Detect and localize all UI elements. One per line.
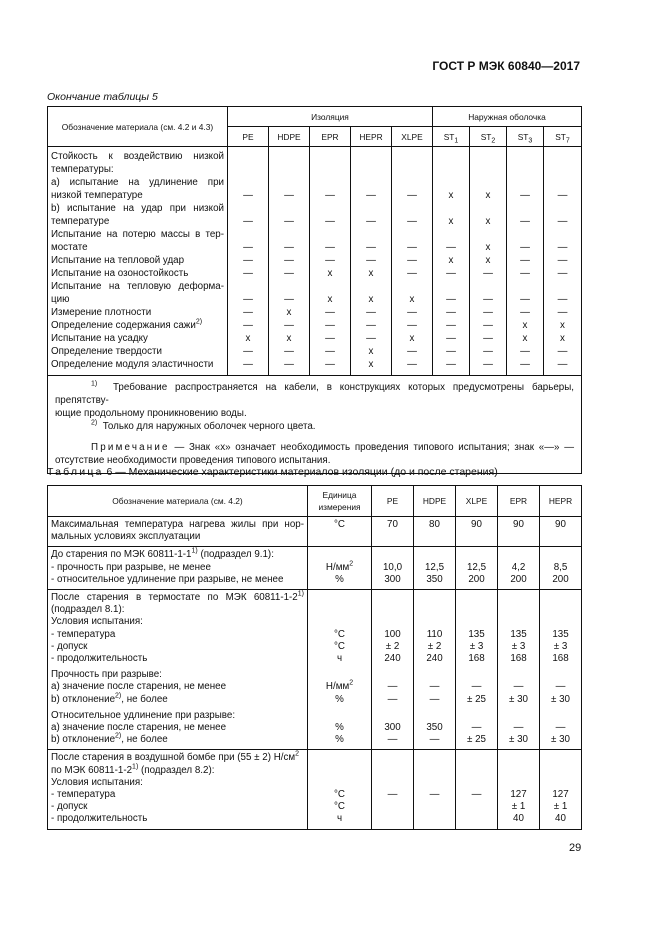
t5-cell: x xyxy=(310,267,351,280)
t6-row-oven-ageing: После старения в термостате по МЭК 60811-1-2$^{1)}$ (подраздел 8.1): Условия испытания: - температура - допуск - продолжительность Прочность при разрыве: а) значение после старения, не менее b) отклонение$^{2)}$, не более Относительное удлинение при разрыве: а) значение после старения, не менее b) отклонение$^{2)}$, не более °C °C ч $Н/мм^2$ % % % 100 ± 2 240 — — 300 — 110 ± 2 240 — — 350 — 135 ± 3 168 — ± 25 — ± 25 135 ± 3 168 — ± 30 — ± 30 135 ± 3 168 — ± 30 — ± 30 xyxy=(48,590,582,750)
t5-cell xyxy=(392,280,433,293)
t5-cell: — xyxy=(351,241,392,254)
t5-cell xyxy=(269,176,310,189)
t5-cell: — xyxy=(507,215,544,228)
t6-bomb-values: 127 ± 1 40 xyxy=(540,750,582,829)
t5-cell: — xyxy=(433,306,470,319)
t5-cell xyxy=(470,202,507,215)
t5-cell: — xyxy=(507,293,544,306)
t5-cell: — xyxy=(351,215,392,228)
t5-cell xyxy=(544,176,582,189)
t5-cell: — xyxy=(544,215,582,228)
table5-caption: Окончание таблицы 5 xyxy=(47,91,158,103)
t5-row xyxy=(48,176,582,189)
t5-cell: — xyxy=(310,241,351,254)
t5-cell: — xyxy=(544,241,582,254)
t5-row-label: a) испытание на удлинение при xyxy=(48,176,228,189)
t5-cell: — xyxy=(470,319,507,332)
t5-col-header-st: $ST_2$ xyxy=(470,127,507,147)
t5-cell: — xyxy=(433,267,470,280)
t5-row xyxy=(48,189,582,202)
t5-cell xyxy=(351,176,392,189)
t6-bomb-values: — xyxy=(456,750,498,829)
t6-bomb-values: — xyxy=(414,750,456,829)
t5-row xyxy=(48,306,582,319)
t5-cell: — xyxy=(544,358,582,371)
t5-cell: — xyxy=(470,332,507,345)
t5-row-label: температуры: xyxy=(48,163,228,176)
t5-row xyxy=(48,267,582,280)
t5-cell: — xyxy=(392,254,433,267)
t5-row-label: Определение содержания сажи$^{2)}$ xyxy=(48,319,228,332)
t5-cell: — xyxy=(269,358,310,371)
t5-cell: — xyxy=(392,319,433,332)
t5-cell xyxy=(392,202,433,215)
t5-sheath-group: Наружная оболочка xyxy=(433,107,582,127)
t5-cell: x xyxy=(310,293,351,306)
t5-cell: — xyxy=(470,358,507,371)
t5-cell xyxy=(310,176,351,189)
t5-cell: — xyxy=(392,358,433,371)
t5-cell xyxy=(470,176,507,189)
t5-cell: — xyxy=(544,254,582,267)
table6-caption: Таблица 6 — Механические характеристики материалов изоляции (до и после старения) xyxy=(47,466,498,478)
t5-cell xyxy=(351,280,392,293)
t5-cell xyxy=(544,228,582,241)
t5-row xyxy=(48,345,582,358)
t5-cell xyxy=(228,280,269,293)
t5-cell: — xyxy=(228,306,269,319)
t5-row-label: Измерение плотности xyxy=(48,306,228,319)
t5-row xyxy=(48,280,582,293)
t5-cell xyxy=(544,202,582,215)
t5-cell: — xyxy=(310,358,351,371)
t5-cell: x xyxy=(544,332,582,345)
t5-row-label: Определение твердости xyxy=(48,345,228,358)
t5-cell: — xyxy=(544,345,582,358)
t5-cell: — xyxy=(470,306,507,319)
t5-cell xyxy=(392,228,433,241)
t5-cell: x xyxy=(433,215,470,228)
t5-row-label: цию xyxy=(48,293,228,306)
t5-col-header: EPR xyxy=(310,127,351,147)
t5-cell xyxy=(269,228,310,241)
t5-cell xyxy=(433,202,470,215)
t6-oven-values: 100 ± 2 240 — — 300 — xyxy=(372,590,414,750)
t6-bomb-values: 127 ± 1 40 xyxy=(498,750,540,829)
t5-cell: — xyxy=(269,345,310,358)
t5-cell: — xyxy=(544,189,582,202)
t5-cell: — xyxy=(507,254,544,267)
t5-cell: — xyxy=(228,215,269,228)
t5-cell: — xyxy=(310,332,351,345)
t5-row-label: Стойкость к воздействию низкой xyxy=(48,150,228,163)
footnote-2: Только для наружных оболочек черного цвета. xyxy=(102,421,316,432)
t5-row xyxy=(48,202,582,215)
t5-cell xyxy=(228,202,269,215)
t6-col-header: HDPE xyxy=(414,486,456,517)
t5-col-header-st: $ST_1$ xyxy=(433,127,470,147)
t5-cell: x xyxy=(433,254,470,267)
t5-cell: — xyxy=(269,215,310,228)
t5-cell: x xyxy=(228,332,269,345)
note-label: Примечание xyxy=(91,442,170,453)
t5-row xyxy=(48,358,582,371)
t5-cell xyxy=(507,176,544,189)
t5-row-label: Испытание на тепловой удар xyxy=(48,254,228,267)
t5-cell: — xyxy=(228,267,269,280)
t5-cell: x xyxy=(470,241,507,254)
footnote-ref: 2) xyxy=(195,318,203,326)
footnote-1: Требование распространяется на кабели, в конструкциях которых предусмотрены барьеры, препятству- xyxy=(55,382,574,406)
t5-cell: — xyxy=(507,267,544,280)
t5-cell: — xyxy=(228,189,269,202)
t5-cell: — xyxy=(351,306,392,319)
t5-cell: x xyxy=(269,306,310,319)
t5-col-header: HDPE xyxy=(269,127,310,147)
t5-cell: x xyxy=(433,189,470,202)
t5-insulation-group: Изоляция xyxy=(228,107,433,127)
t6-bomb-values: — xyxy=(372,750,414,829)
t5-cell: — xyxy=(228,293,269,306)
t5-cell xyxy=(544,280,582,293)
t5-cell: — xyxy=(433,293,470,306)
t5-row-label: мостате xyxy=(48,241,228,254)
t5-cell: x xyxy=(351,358,392,371)
t5-material-header: Обозначение материала (см. 4.2 и 4.3) xyxy=(48,107,228,147)
t5-cell: x xyxy=(470,189,507,202)
t5-cell: — xyxy=(228,254,269,267)
t5-cell: — xyxy=(433,345,470,358)
document-header: ГОСТ Р МЭК 60840—2017 xyxy=(432,59,580,73)
t5-cell: — xyxy=(470,345,507,358)
t5-cell: x xyxy=(351,345,392,358)
t5-cell: — xyxy=(544,293,582,306)
t5-cell: — xyxy=(507,306,544,319)
t5-cell: — xyxy=(310,345,351,358)
t5-row xyxy=(48,293,582,306)
t5-row-label: Испытание на тепловую деформа- xyxy=(48,280,228,293)
t5-cell: — xyxy=(228,241,269,254)
t6-oven-values: 135 ± 3 168 — ± 25 — ± 25 xyxy=(456,590,498,750)
t5-cell: x xyxy=(392,332,433,345)
t6-col-header: PE xyxy=(372,486,414,517)
t5-cell: — xyxy=(392,241,433,254)
t5-row xyxy=(48,254,582,267)
t5-cell: — xyxy=(310,189,351,202)
t5-col-header-st: $ST_7$ xyxy=(544,127,582,147)
t5-cell: — xyxy=(507,358,544,371)
t5-cell xyxy=(228,176,269,189)
t5-cell xyxy=(351,202,392,215)
t6-col-header: EPR xyxy=(498,486,540,517)
t5-cell xyxy=(269,202,310,215)
page-number: 29 xyxy=(569,842,582,854)
t5-cell xyxy=(392,176,433,189)
t6-material-header: Обозначение материала (см. 4.2) xyxy=(48,486,308,517)
t5-cell: x xyxy=(544,319,582,332)
t5-cell xyxy=(470,228,507,241)
t5-cell xyxy=(507,228,544,241)
t5-cell: — xyxy=(228,358,269,371)
t6-col-header: HEPR xyxy=(540,486,582,517)
t5-cell: — xyxy=(269,319,310,332)
t5-notes: $^{1)}$ Требование распространяется на кабели, в конструкциях которых предусмотрены барьеры, препятству- ющие продольному проникновению воды. $^{2)}$ Только для наружных оболочек черного цвета. Примечание — Знак «x» означает необходимость проведения типового испытания; знак «—» — отсутствие необходимости проведения типового испытания. xyxy=(48,376,582,474)
table-6 xyxy=(47,485,582,830)
t5-row-label: b) испытание на удар при низкой xyxy=(48,202,228,215)
t5-col-header: PE xyxy=(228,127,269,147)
t5-cell xyxy=(269,280,310,293)
t6-oven-values: 110 ± 2 240 — — 350 — xyxy=(414,590,456,750)
t5-cell: — xyxy=(544,267,582,280)
t5-cell: — xyxy=(470,293,507,306)
t5-cell: x xyxy=(470,215,507,228)
t6-unit-header: Единица измерения xyxy=(308,486,372,517)
t5-col-header: HEPR xyxy=(351,127,392,147)
t5-cell xyxy=(507,202,544,215)
footnote-1-cont: ющие продольному проникновению воды. xyxy=(55,408,247,419)
t5-row xyxy=(48,228,582,241)
t6-oven-values: 135 ± 3 168 — ± 30 — ± 30 xyxy=(498,590,540,750)
t5-cell: — xyxy=(433,332,470,345)
t5-body xyxy=(48,147,582,372)
t5-cell: — xyxy=(269,293,310,306)
t5-cell xyxy=(310,280,351,293)
t5-cell: — xyxy=(228,319,269,332)
t5-cell: — xyxy=(310,306,351,319)
t5-cell: — xyxy=(433,358,470,371)
t5-cell: — xyxy=(269,267,310,280)
t5-cell: — xyxy=(351,332,392,345)
t5-cell xyxy=(228,228,269,241)
note-text: — Знак «x» означает необходимость проведения типового испытания; знак «—» — xyxy=(174,442,574,453)
t5-row xyxy=(48,215,582,228)
t5-cell: — xyxy=(507,345,544,358)
t5-cell: — xyxy=(433,241,470,254)
t5-cell: — xyxy=(507,241,544,254)
t5-row xyxy=(48,319,582,332)
t5-cell: — xyxy=(392,345,433,358)
t6-row-max-temp: Максимальная температура нагрева жилы при нор- мальных условиях эксплуатации °C 70 80 90 90 90 xyxy=(48,517,582,547)
t5-cell: — xyxy=(269,189,310,202)
t5-row-label: Определение модуля эластичности xyxy=(48,358,228,371)
t5-cell: — xyxy=(433,319,470,332)
t5-cell: x xyxy=(507,332,544,345)
t5-cell: — xyxy=(392,189,433,202)
t5-cell: — xyxy=(269,241,310,254)
t5-cell: — xyxy=(507,189,544,202)
t5-row-label: низкой температуре xyxy=(48,189,228,202)
t5-row-label: Испытание на потерю массы в тер- xyxy=(48,228,228,241)
t5-row xyxy=(48,241,582,254)
t6-col-header: XLPE xyxy=(456,486,498,517)
t5-row xyxy=(48,332,582,345)
t5-row-label: температуре xyxy=(48,215,228,228)
t5-cell: — xyxy=(351,319,392,332)
t5-cell: — xyxy=(269,254,310,267)
table-5 xyxy=(47,106,582,474)
t5-cell xyxy=(351,228,392,241)
t5-col-header: XLPE xyxy=(392,127,433,147)
t5-cell: x xyxy=(470,254,507,267)
t5-cell: — xyxy=(310,215,351,228)
t5-cell xyxy=(433,228,470,241)
t6-row-bomb-ageing: После старения в воздушной бомбе при (55 ± 2) $Н/см^2$ по МЭК 60811-1-2$^{1)}$ (подраздел 8.2): Условия испытания: - температура - допуск - продолжительность °C °C ч — — — 127 ± 1 40 127 ± 1 40 xyxy=(48,750,582,829)
t5-cell: — xyxy=(544,306,582,319)
t5-cell xyxy=(310,228,351,241)
t5-cell: — xyxy=(351,254,392,267)
t5-cell: — xyxy=(351,189,392,202)
t5-cell: — xyxy=(392,306,433,319)
t5-cell: — xyxy=(310,319,351,332)
t5-cell: — xyxy=(392,215,433,228)
t5-cell: x xyxy=(269,332,310,345)
t5-cell: x xyxy=(507,319,544,332)
t5-cell: — xyxy=(470,267,507,280)
t5-col-header-st: $ST_3$ xyxy=(507,127,544,147)
t5-cell xyxy=(433,280,470,293)
t6-row-before-ageing: До старения по МЭК 60811-1-1$^{1)}$ (подраздел 9.1): - прочность при разрыве, не менее - относительное удлинение при разрыве, не менее $Н/мм^2$ % 10,0 300 12,5 350 12,5 200 4,2 200 8,5 200 xyxy=(48,547,582,590)
t5-cell xyxy=(310,202,351,215)
t5-cell: x xyxy=(351,293,392,306)
t5-cell: x xyxy=(351,267,392,280)
t5-cell xyxy=(470,280,507,293)
t5-cell xyxy=(433,176,470,189)
t5-cell: x xyxy=(392,293,433,306)
t5-cell: — xyxy=(228,345,269,358)
t6-oven-values: 135 ± 3 168 — ± 30 — ± 30 xyxy=(540,590,582,750)
t5-row-label: Испытание на озоностойкость xyxy=(48,267,228,280)
t5-cell: — xyxy=(310,254,351,267)
t5-row-label: Испытание на усадку xyxy=(48,332,228,345)
t5-cell xyxy=(507,280,544,293)
note-text-cont: отсутствие необходимости проведения типового испытания. xyxy=(55,455,331,466)
t5-cell: — xyxy=(392,267,433,280)
